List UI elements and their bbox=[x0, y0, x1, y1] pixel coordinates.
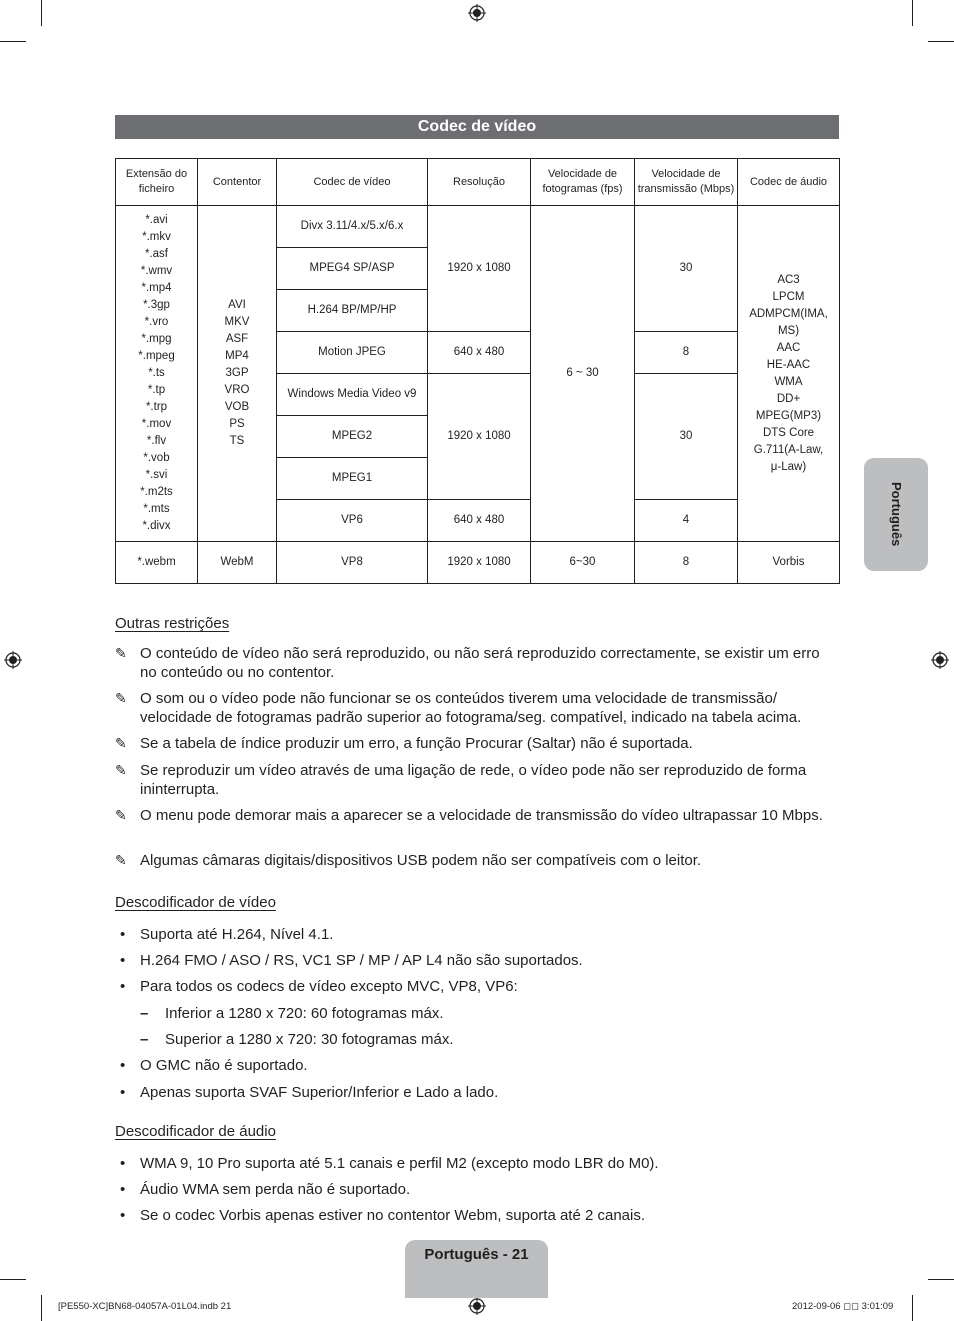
resolution-cell: 1920 x 1080 bbox=[428, 542, 531, 584]
video-codec-cell: Divx 3.11/4.x/5.x/6.x bbox=[277, 206, 428, 248]
list-line: HE-AAC bbox=[766, 358, 811, 371]
list-line: LPCM bbox=[772, 290, 805, 303]
list-line: *.mov bbox=[141, 418, 172, 430]
crop-mark bbox=[912, 0, 913, 26]
crop-mark bbox=[928, 1279, 954, 1280]
crop-mark bbox=[41, 1295, 42, 1321]
note-pencil-icon: ✎ bbox=[115, 762, 127, 778]
note-pencil-icon: ✎ bbox=[115, 690, 127, 706]
note-item: ✎ O conteúdo de vídeo não será reproduzido, ou não será reproduzido correctamente, se existir um erro no conteúdo ou no contentor. bbox=[115, 645, 820, 681]
list-line: MP4 bbox=[225, 350, 249, 362]
video-decoder-heading: Descodificador de vídeo bbox=[115, 894, 276, 911]
fps-cell: 6 ~ 30 bbox=[531, 206, 635, 542]
table-header: Resolução bbox=[428, 159, 531, 206]
list-line: *.3gp bbox=[143, 299, 170, 311]
section-title: Codec de vídeo bbox=[115, 115, 839, 139]
resolution-cell: 640 x 480 bbox=[428, 332, 531, 374]
list-line: WMA bbox=[774, 375, 803, 388]
audio-decoder-heading: Descodificador de áudio bbox=[115, 1123, 276, 1140]
list-line: DTS Core bbox=[762, 426, 815, 439]
video-codec-cell: H.264 BP/MP/HP bbox=[277, 290, 428, 332]
list-line: AVI bbox=[228, 299, 246, 311]
resolution-cell: 1920 x 1080 bbox=[428, 374, 531, 500]
crop-mark bbox=[0, 41, 26, 42]
bullet-icon: • bbox=[120, 926, 126, 943]
audio-codec-list bbox=[738, 206, 840, 542]
list-line: TS bbox=[229, 435, 245, 447]
list-line: VOB bbox=[224, 401, 250, 413]
video-codec-cell: VP8 bbox=[277, 542, 428, 584]
page-number-tab bbox=[405, 1240, 548, 1298]
note-item: ✎ Se reproduzir um vídeo através de uma ligação de rede, o vídeo pode não ser reproduzido de forma ininterrupta. bbox=[115, 762, 807, 798]
table-header: Codec de áudio bbox=[738, 159, 840, 206]
note-pencil-icon: ✎ bbox=[115, 735, 127, 751]
list-line: MKV bbox=[224, 316, 250, 328]
list-line: *.asf bbox=[144, 248, 168, 260]
footer-timestamp: 2012-09-06 ◻◻ 3:01:09 bbox=[792, 1301, 894, 1312]
list-line: *.flv bbox=[146, 435, 167, 447]
list-item: • O GMC não é suportado. bbox=[120, 1057, 308, 1074]
video-codec-cell: Motion JPEG bbox=[277, 332, 428, 374]
list-item: • WMA 9, 10 Pro suporta até 5.1 canais e perfil M2 (excepto modo LBR do M0). bbox=[120, 1155, 659, 1172]
note-pencil-icon: ✎ bbox=[115, 807, 127, 823]
list-item: • Suporta até H.264, Nível 4.1. bbox=[120, 926, 334, 943]
video-codec-cell: Windows Media Video v9 bbox=[277, 374, 428, 416]
note-item: ✎ Algumas câmaras digitais/dispositivos USB podem não ser compatíveis com o leitor. bbox=[115, 852, 702, 869]
list-line: *.mpg bbox=[141, 333, 172, 345]
bullet-icon: • bbox=[120, 1207, 126, 1224]
list-line: *.mpeg bbox=[138, 350, 175, 362]
list-line: *.trp bbox=[145, 401, 168, 413]
list-line: μ-Law) bbox=[770, 460, 807, 473]
note-item: ✎ O menu pode demorar mais a aparecer se a velocidade de transmissão do vídeo ultrapassar 10 Mbps. bbox=[115, 807, 823, 824]
list-line: *.vro bbox=[144, 316, 169, 328]
bullet-icon: • bbox=[120, 978, 126, 995]
list-line: *.tp bbox=[147, 384, 166, 396]
bullet-icon: • bbox=[120, 1155, 126, 1172]
language-side-tab bbox=[864, 458, 928, 571]
list-line: *.avi bbox=[145, 214, 168, 226]
table-header: Codec de vídeo bbox=[277, 159, 428, 206]
dash-icon: – bbox=[140, 1005, 149, 1022]
registration-mark-icon bbox=[468, 4, 486, 22]
list-line: ADMPCM(IMA, MS) bbox=[749, 307, 828, 337]
note-pencil-icon: ✎ bbox=[115, 645, 127, 661]
bitrate-cell: 4 bbox=[635, 500, 738, 542]
list-line: *.wmv bbox=[140, 265, 173, 277]
list-line: *.mp4 bbox=[141, 282, 172, 294]
crop-mark bbox=[912, 1295, 913, 1321]
bitrate-cell: 8 bbox=[635, 332, 738, 374]
registration-mark-icon bbox=[931, 651, 949, 669]
note-item: ✎ O som ou o vídeo pode não funcionar se os conteúdos tiverem uma velocidade de transmissão/ velocidade de fotogramas padrão superior ao fotograma/seg. compatível, indicado na tabela acima. bbox=[115, 690, 802, 726]
crop-mark bbox=[928, 41, 954, 42]
list-line: G.711(A-Law, bbox=[753, 443, 824, 456]
crop-mark bbox=[0, 1279, 26, 1280]
bullet-icon: • bbox=[120, 1181, 126, 1198]
video-codec-cell: MPEG2 bbox=[277, 416, 428, 458]
bitrate-cell: 8 bbox=[635, 542, 738, 584]
registration-mark-icon bbox=[4, 651, 22, 669]
list-item: • Se o codec Vorbis apenas estiver no contentor Webm, suporta até 2 canais. bbox=[120, 1207, 646, 1224]
list-line: 3GP bbox=[225, 367, 249, 379]
note-item: ✎ Se a tabela de índice produzir um erro, a função Procurar (Saltar) não é suportada. bbox=[115, 735, 693, 752]
list-line: AAC bbox=[776, 341, 801, 354]
list-line: AC3 bbox=[777, 273, 800, 286]
dash-icon: – bbox=[140, 1031, 149, 1048]
list-item: • Áudio WMA sem perda não é suportado. bbox=[120, 1181, 411, 1198]
registration-mark-icon bbox=[468, 1297, 486, 1315]
list-item: • Para todos os codecs de vídeo excepto MVC, VP8, VP6: bbox=[120, 978, 518, 995]
list-line: *.svi bbox=[145, 469, 168, 481]
extension-cell: *.webm bbox=[116, 542, 198, 584]
list-line: VRO bbox=[224, 384, 250, 396]
language-side-tab-label: Português bbox=[889, 482, 904, 547]
page-number: Português - 21 bbox=[424, 1246, 529, 1263]
outras-restricoes-heading: Outras restrições bbox=[115, 615, 230, 632]
list-line: *.mkv bbox=[142, 231, 171, 243]
sub-list-item: – Superior a 1280 x 720: 30 fotogramas máx. bbox=[140, 1031, 454, 1048]
list-line: PS bbox=[229, 418, 245, 430]
bullet-icon: • bbox=[120, 1057, 126, 1074]
list-line: MPEG(MP3) bbox=[755, 409, 822, 422]
list-line: *.mts bbox=[143, 503, 170, 515]
bullet-icon: • bbox=[120, 1084, 126, 1101]
list-line: ASF bbox=[225, 333, 249, 345]
container-cell: WebM bbox=[198, 542, 277, 584]
table-header: Velocidade de fotogramas (fps) bbox=[531, 159, 635, 206]
list-item: • Apenas suporta SVAF Superior/Inferior e Lado a lado. bbox=[120, 1084, 499, 1101]
list-line: *.vob bbox=[143, 452, 170, 464]
list-line: *.ts bbox=[148, 367, 165, 379]
table-header: Contentor bbox=[198, 159, 277, 206]
sub-list-item: – Inferior a 1280 x 720: 60 fotogramas máx. bbox=[140, 1005, 444, 1022]
note-pencil-icon: ✎ bbox=[115, 852, 127, 868]
list-item: • H.264 FMO / ASO / RS, VC1 SP / MP / AP L4 não são suportados. bbox=[120, 952, 583, 969]
crop-mark bbox=[41, 0, 42, 26]
video-codec-cell: MPEG4 SP/ASP bbox=[277, 248, 428, 290]
list-line: *.m2ts bbox=[140, 486, 173, 498]
container-list bbox=[198, 206, 277, 542]
resolution-cell: 640 x 480 bbox=[428, 500, 531, 542]
fps-cell: 6~30 bbox=[531, 542, 635, 584]
audio-codec-cell: Vorbis bbox=[738, 542, 840, 584]
extension-list bbox=[116, 206, 198, 542]
resolution-cell: 1920 x 1080 bbox=[428, 206, 531, 332]
table-header: Velocidade de transmissão (Mbps) bbox=[635, 159, 738, 206]
list-line: DD+ bbox=[776, 392, 801, 405]
bitrate-cell: 30 bbox=[635, 374, 738, 500]
bullet-icon: • bbox=[120, 952, 126, 969]
video-codec-cell: MPEG1 bbox=[277, 458, 428, 500]
bitrate-cell: 30 bbox=[635, 206, 738, 332]
video-codec-cell: VP6 bbox=[277, 500, 428, 542]
list-line: *.divx bbox=[142, 520, 171, 532]
table-header: Extensão do ficheiro bbox=[116, 159, 198, 206]
codec-table bbox=[115, 158, 840, 584]
footer-file-info: [PE550-XC]BN68-04057A-01L04.indb 21 bbox=[58, 1301, 232, 1312]
